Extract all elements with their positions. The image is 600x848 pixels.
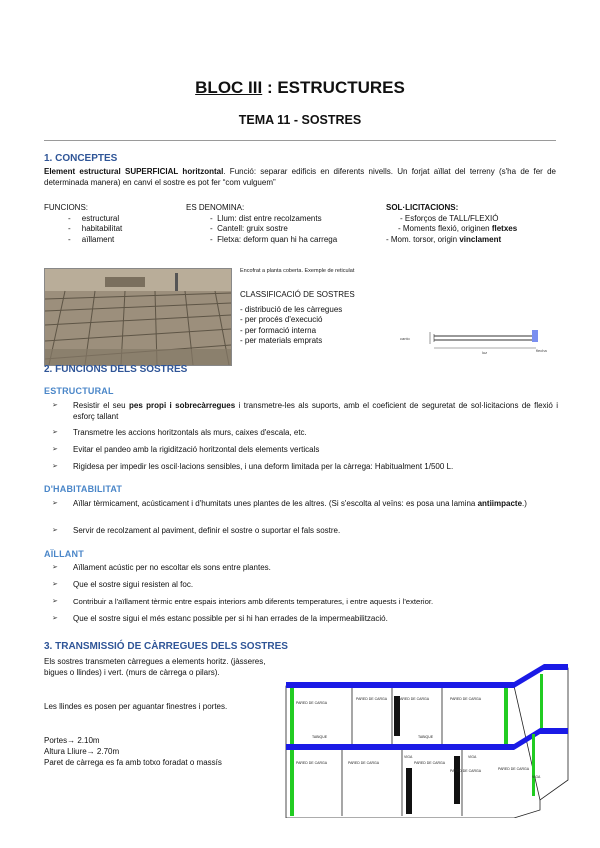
funcions-item: - habitabilitat bbox=[68, 224, 123, 233]
diagram-label: PARED DE CARGA bbox=[498, 767, 530, 771]
arrow-icon: ➢ bbox=[52, 463, 58, 470]
diagram-label: PARED DE CARGA bbox=[356, 697, 388, 701]
sollicitacions-item: - Esforços de TALL/FLEXIÓ bbox=[400, 213, 499, 223]
diagram-label: TABIQUE bbox=[312, 735, 328, 739]
diagram-label: PARED DE CARGA bbox=[348, 761, 380, 765]
bloc-subject: : ESTRUCTURES bbox=[262, 78, 405, 97]
bullet-item: ➢ Que el sostre sigui resisten al foc. bbox=[52, 580, 194, 589]
bullet-item: ➢ Rigidesa per impedir les oscil·lacions sensibles, i una deform limitada per la càrrega: Habitualment 1/500 L. bbox=[52, 462, 454, 471]
denomina-item: - Fletxa: deform quan hi ha carrega bbox=[210, 234, 338, 244]
page-title bbox=[0, 78, 600, 98]
doors-height: Portes→ 2.10m bbox=[44, 736, 100, 745]
beam-label-llum: luz bbox=[482, 350, 488, 355]
building-load-diagram bbox=[282, 660, 572, 818]
diagram-label: TABIQUE bbox=[418, 735, 434, 739]
lintel-paragraph: Les llindes es posen per aguantar finestres i portes. bbox=[44, 702, 228, 711]
arrow-icon: ➢ bbox=[52, 446, 58, 453]
arrow-icon: ➢ bbox=[52, 500, 58, 507]
sollicitacions-column bbox=[386, 203, 561, 245]
denomina-label: ES DENOMINA: bbox=[186, 203, 245, 212]
bloc-label: BLOC III bbox=[195, 78, 263, 97]
load-wall-note: Paret de càrrega es fa amb totxo foradat o massís bbox=[44, 758, 222, 767]
section-heading-funcions: 2. FUNCIONS DELS SOSTRES bbox=[44, 364, 188, 375]
arrow-icon: ➢ bbox=[52, 402, 58, 409]
funcions-item: - estructural bbox=[68, 213, 120, 223]
classification-item: - distribució de les càrregues bbox=[240, 304, 343, 314]
sollicitacions-item: - Mom. torsor, origin vinclament bbox=[386, 234, 502, 244]
diagram-label: PARED DE CARGA bbox=[450, 769, 482, 773]
section-heading-transmissio: 3. TRANSMISSIÓ DE CÀRREGUES DELS SOSTRES bbox=[44, 641, 288, 652]
bullet-item: ➢ Evitar el pandeo amb la rigidització horitzontal dels elements verticals bbox=[52, 445, 320, 454]
beam-label-cantell: canto bbox=[400, 336, 410, 341]
tema-title: TEMA 11 - SOSTRES bbox=[238, 113, 362, 127]
diagram-label: PARED DE CARGA bbox=[398, 697, 430, 701]
funcions-column bbox=[44, 203, 184, 245]
beam-diagram bbox=[396, 326, 552, 360]
transmission-paragraph: Els sostres transmeten càrregues a elements horitz. (jàsseres, bigues o llindes) i vert. (murs de càrrega o pilars). bbox=[44, 657, 266, 677]
section-heading-concepts: 1. CONCEPTES bbox=[44, 153, 118, 164]
classification-item: - per formació interna bbox=[240, 325, 317, 335]
diagram-label: PARED DE CARGA bbox=[296, 701, 328, 705]
intro-bold: Element estructural SUPERFICIAL horitzontal bbox=[44, 167, 224, 176]
diagram-label: PARED DE CARGA bbox=[296, 761, 328, 765]
funcions-item: - aïllament bbox=[68, 234, 115, 244]
sollicitacions-item: - Moments flexió, originen fletxes bbox=[398, 224, 518, 233]
classification-list bbox=[240, 290, 355, 347]
construction-photo bbox=[44, 268, 232, 366]
arrow-icon: ➢ bbox=[52, 615, 58, 622]
subheading-habitabilitat: D'HABITABILITAT bbox=[44, 484, 123, 494]
divider bbox=[44, 140, 556, 141]
arrow-icon: ➢ bbox=[52, 527, 58, 534]
bullet-item: ➢ Aïllament acústic per no escoltar els sons entre plantes. bbox=[52, 563, 271, 572]
classification-item: - per materials emprats bbox=[240, 336, 323, 345]
intro-text: . Funció: separar edificis en diferents nivells. Un forjat aïllat del terreny (s'ha de fer de determinada manera) en canvi el sostre es pot fer “com vulguem” bbox=[44, 167, 556, 187]
bullet-item: ➢ Contribuir a l'aïllament tèrmic entre espais interiors amb diferents temperatures, i entre aquests i l'exterior. bbox=[52, 597, 434, 606]
diagram-label: VIGA bbox=[468, 755, 477, 759]
arrow-icon: ➢ bbox=[52, 429, 58, 436]
arrow-icon: ➢ bbox=[52, 581, 58, 588]
subheading-aillant: AÏLLANT bbox=[44, 549, 84, 559]
funcions-label: FUNCIONS: bbox=[44, 203, 88, 212]
denomina-column bbox=[186, 203, 386, 245]
diagram-label: PARED DE CARGA bbox=[450, 697, 482, 701]
arrow-icon: ➢ bbox=[52, 598, 58, 605]
bullet-item: ➢ Que el sostre sigui el més estanc possible per si hi han errades de la impermeabilització. bbox=[52, 614, 388, 623]
bullet-item: ➢ Aïllar tèrmicament, acústicament i d'humitats unes plantes de les altres. (Si s'escolta al veïns: es posa una lamina antiimpacte.) bbox=[52, 499, 527, 508]
classification-item: - per procés d'execució bbox=[240, 315, 323, 324]
diagram-label: VIGA bbox=[404, 755, 413, 759]
beam-label-flecha: flecha bbox=[536, 348, 547, 353]
sollicitacions-label: SOL·LICITACIONS: bbox=[386, 203, 459, 212]
bullet-item: ➢ Transmetre les accions horitzontals als murs, caixes d'escala, etc. bbox=[52, 428, 307, 437]
intro-paragraph bbox=[44, 166, 556, 188]
diagram-label: PARED DE CARGA bbox=[414, 761, 446, 765]
subheading-estructural: ESTRUCTURAL bbox=[44, 386, 114, 396]
denomina-item: - Cantell: gruix sostre bbox=[210, 224, 288, 233]
bullet-item: ➢ Servir de recolzament al paviment, definir el sostre o suportar el fals sostre. bbox=[52, 526, 341, 535]
photo-caption: Encofrat a planta coberta. Exemple de reticulat bbox=[240, 268, 355, 274]
denomina-item: - Llum: dist entre recolzaments bbox=[210, 213, 322, 223]
diagram-label: VIGA bbox=[532, 775, 541, 779]
free-height: Altura Lliure→ 2.70m bbox=[44, 747, 120, 756]
bullet-item: ➢ Resistir el seu pes propi i sobrecàrregues i transmetre-les als suports, amb el coeficient de seguretat de sol·licitacions de flexió i esforç tallant bbox=[52, 401, 558, 421]
classification-title: CLASSIFICACIÓ DE SOSTRES bbox=[240, 290, 355, 299]
arrow-icon: ➢ bbox=[52, 564, 58, 571]
